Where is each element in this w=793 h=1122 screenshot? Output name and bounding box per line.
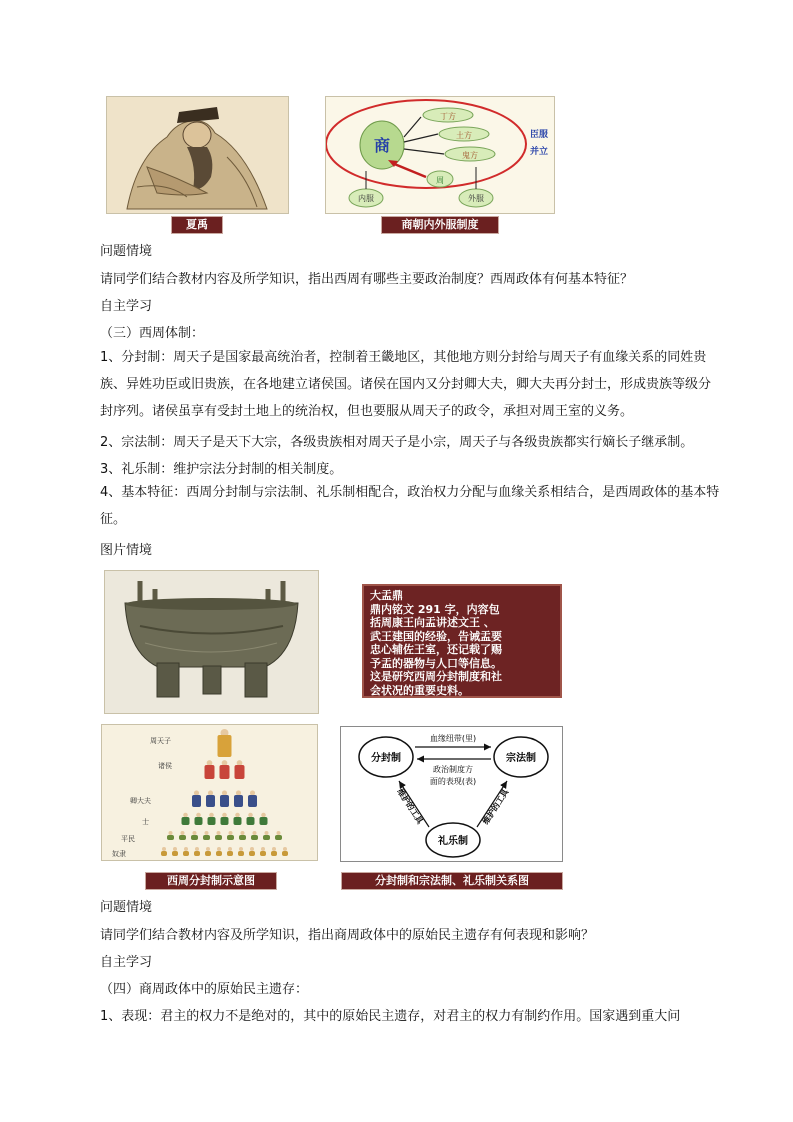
- pyramid-figure-body: [249, 851, 255, 856]
- xia-yu-image: [106, 96, 289, 214]
- pyramid-figure-head: [239, 847, 243, 851]
- pyramid-figure-head: [196, 813, 201, 818]
- pyramid-figure-body: [282, 851, 288, 856]
- pyramid-figure-body: [192, 795, 201, 807]
- pyramid-figure-body: [263, 835, 270, 840]
- pyramid-figure-body: [191, 835, 198, 840]
- pyramid-figure-body: [234, 795, 243, 807]
- pyramid-figure-head: [277, 831, 281, 835]
- pyramid-figure-body: [203, 835, 210, 840]
- pyramid-figure-head: [261, 813, 266, 818]
- pyramid-figure-body: [275, 835, 282, 840]
- paragraph-fengjian: 1、分封制：周天子是国家最高统治者，控制着王畿地区，其他地方则分封给与周天子有血缘关系的同姓贵族、异姓功臣或旧贵族，在各地建立诸侯国。诸侯在国内又分封卿大夫，卿大夫再分封士，形成贵族等级分封序列。诸侯虽享有受封土地上的统治权，但也要服从周天子的政令，承担对周王室的义务。: [100, 350, 712, 419]
- pyramid-figure-body: [216, 851, 222, 856]
- pyramid-figure-head: [208, 790, 213, 795]
- pyramid-figure-head: [222, 813, 227, 818]
- pyramid-figure-body: [239, 835, 246, 840]
- pyramid-figure-head: [184, 847, 188, 851]
- pyramid-figure-body: [206, 795, 215, 807]
- side-label-2: 并立: [529, 147, 549, 157]
- pyramid-figure-body: [208, 817, 216, 825]
- inner-service: 内服: [358, 194, 374, 203]
- shang-center: 商: [373, 136, 391, 155]
- pyramid-figure-body: [238, 851, 244, 856]
- level-qingdafu: 卿大夫: [130, 797, 151, 805]
- pyramid-figure-head: [195, 847, 199, 851]
- pyramid-figure-body: [260, 817, 268, 825]
- ding-title: 大盂鼎: [370, 589, 403, 602]
- tool-right-label: 维护的工具: [481, 787, 511, 827]
- pyramid-figure-head: [173, 847, 177, 851]
- pyramid-figure-body: [227, 851, 233, 856]
- tribe-2: 土方: [456, 131, 472, 140]
- shang-system-svg: [326, 97, 554, 213]
- pyramid-figure-head: [250, 790, 255, 795]
- xia-yu-painting: [107, 97, 288, 213]
- pyramid-figure-body: [182, 817, 190, 825]
- pyramid-figure-head: [217, 847, 221, 851]
- pyramid-caption: 西周分封制示意图: [145, 872, 277, 890]
- ding-line-4: 忠心辅佐王室，还记载了赐: [370, 643, 502, 656]
- pyramid-figure-body: [205, 851, 211, 856]
- pyramid-figure-head: [253, 831, 257, 835]
- pyramid-figure-head: [209, 813, 214, 818]
- heading-problem-2: 问题情境: [100, 900, 153, 915]
- pyramid-figure-head: [248, 813, 253, 818]
- relation-caption: 分封制和宗法制、礼乐制关系图: [341, 872, 563, 890]
- pyramid-figure-head: [241, 831, 245, 835]
- da-yu-ding-image: [104, 570, 319, 714]
- pyramid-figure-head: [205, 831, 209, 835]
- pyramid-figure-body: [167, 835, 174, 840]
- shang-system-diagram: [325, 96, 555, 214]
- ding-line-2: 括周康王向盂讲述文王 、: [370, 616, 495, 629]
- pyramid-figure-body: [215, 835, 222, 840]
- pyramid-figure-body: [234, 817, 242, 825]
- ding-line-7: 会状况的重要史料。: [370, 683, 469, 697]
- heading-problem-1: 问题情境: [100, 244, 153, 259]
- pyramid-figure-body: [161, 851, 167, 856]
- pyramid-figure-body: [195, 817, 203, 825]
- pyramid-figure-head: [236, 790, 241, 795]
- pyramid-figure-body: [271, 851, 277, 856]
- paragraph-zongfa: 2、宗法制：周天子是天下大宗，各级贵族相对周天子是小宗，周天子与各级贵族都实行嫡长子继承制。: [100, 435, 694, 450]
- da-yu-ding-description: [362, 584, 562, 698]
- pyramid-figure-head: [194, 790, 199, 795]
- pyramid-figure-head: [162, 847, 166, 851]
- pyramid-figure-head: [283, 847, 287, 851]
- zhou-node: 周: [436, 176, 444, 185]
- ding-line-5: 予盂的器物与人口等信息。: [370, 656, 502, 670]
- pyramid-figure-head: [181, 831, 185, 835]
- pyramid-figure-head: [222, 790, 227, 795]
- pyramid-figure-body: [260, 851, 266, 856]
- pyramid-figure-head: [229, 831, 233, 835]
- section-4-title: （四）商周政体中的原始民主遗存：: [100, 982, 309, 997]
- level-zhuhou: 诸侯: [158, 762, 172, 770]
- pyramid-figure-body: [251, 835, 258, 840]
- pyramid-figure-head: [193, 831, 197, 835]
- tribe-1: 丁方: [440, 112, 456, 121]
- ding-line-6: 这是研究西周分封制度和社: [370, 670, 502, 683]
- side-label-1: 臣服: [529, 130, 549, 140]
- shang-system-caption: 商朝内外服制度: [381, 216, 499, 234]
- node-liyue: 礼乐制: [438, 836, 468, 847]
- pyramid-figure-head: [250, 847, 254, 851]
- pyramid-figure-body: [179, 835, 186, 840]
- level-pingmin: 平民: [121, 835, 135, 843]
- tribe-3: 鬼方: [462, 151, 478, 160]
- pyramid-figure-body: [248, 795, 257, 807]
- section-3-title: （三）西周体制：: [100, 326, 205, 341]
- level-nuli: 奴隶: [112, 850, 126, 858]
- question-1: 请同学们结合教材内容及所学知识，指出西周有哪些主要政治制度？西周政体有何基本特征？: [100, 272, 634, 287]
- pyramid-figure-head: [235, 813, 240, 818]
- pyramid-figure-body: [194, 851, 200, 856]
- pyramid-figure-head: [265, 831, 269, 835]
- pyramid-figure-body: [235, 765, 245, 779]
- pyramid-svg: [102, 725, 317, 860]
- da-yu-ding-svg: [105, 571, 318, 713]
- link-blood: 血缘纽带(里): [429, 734, 477, 743]
- pyramid-figure-body: [220, 765, 230, 779]
- pyramid-figure-body: [221, 817, 229, 825]
- pyramid-figure-head: [169, 831, 173, 835]
- paragraph-democracy: 1、表现：君主的权力不是绝对的，其中的原始民主遗存，对君主的权力有制约作用。国家遇到重大问: [100, 1009, 681, 1024]
- ding-line-1: 鼎内铭文 291 字，内容包: [370, 602, 500, 616]
- heading-self-study-2: 自主学习: [100, 955, 153, 970]
- xia-yu-caption: 夏禹: [171, 216, 223, 234]
- relation-svg: [341, 727, 562, 861]
- pyramid-figure-body: [227, 835, 234, 840]
- fengjian-pyramid-image: [101, 724, 318, 861]
- ding-line-3: 武王建国的经验，告诫盂要: [370, 629, 502, 643]
- pyramid-figure-head: [217, 831, 221, 835]
- question-2: 请同学们结合教材内容及所学知识，指出商周政体中的原始民主遗存有何表现和影响？: [100, 928, 595, 943]
- pyramid-figure-body: [247, 817, 255, 825]
- pyramid-figure-head: [261, 847, 265, 851]
- tool-left-label: 维护的工具: [395, 787, 425, 826]
- center-text-2: 面的表现(表): [429, 777, 477, 786]
- heading-picture: 图片情境: [100, 543, 153, 558]
- pyramid-figure-head: [206, 847, 210, 851]
- paragraph-liyue: 3、礼乐制：维护宗法分封制的相关制度。: [100, 462, 343, 477]
- relation-diagram: [340, 726, 563, 862]
- pyramid-figure-body: [220, 795, 229, 807]
- center-text-1: 政治制度方: [433, 765, 473, 774]
- paragraph-features: 4、基本特征：西周分封制与宗法制、礼乐制相配合，政治权力分配与血缘关系相结合，是西周政体的基本特征。: [100, 485, 720, 527]
- level-shi: 士: [142, 818, 149, 826]
- pyramid-figure-body: [205, 765, 215, 779]
- level-tianzi: 周天子: [150, 737, 171, 745]
- pyramid-figure-head: [183, 813, 188, 818]
- heading-self-study-1: 自主学习: [100, 299, 153, 314]
- outer-service: 外服: [468, 194, 484, 203]
- pyramid-figure-body: [218, 735, 232, 757]
- pyramid-figure-head: [228, 847, 232, 851]
- pyramid-figure-body: [172, 851, 178, 856]
- node-zongfa: 宗法制: [506, 753, 536, 764]
- pyramid-figure-head: [272, 847, 276, 851]
- pyramid-figure-body: [183, 851, 189, 856]
- node-fengjian: 分封制: [371, 753, 401, 764]
